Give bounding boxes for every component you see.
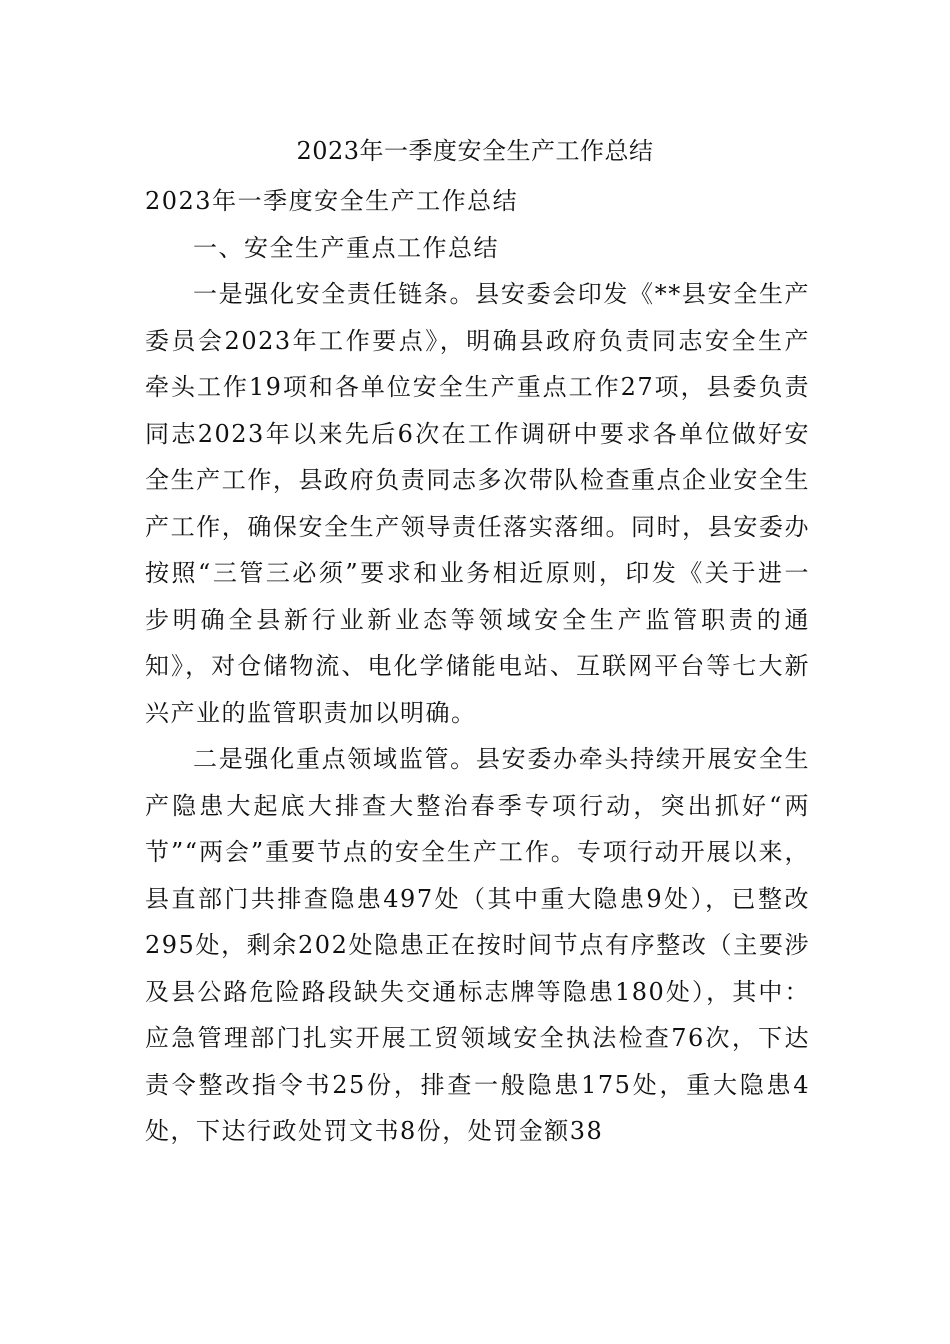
document-title: 2023年一季度安全生产工作总结 [296,137,654,165]
paragraph-responsibility-chain: 一是强化安全责任链条。县安委会印发《**县安全生产委员会2023年工作要点》，明确县政府负责同志安全生产牵头工作19项和各单位安全生产重点工作27项，县委负责同志2023年以来先后6次在工作调研中要求各单位做好安全生产工作，县政府负责同志多次带队检查重点企业安全生产工作，确保安全生产领导责任落实落细。同时，县安委办按照“三管三必须”要求和业务相近原则，印发《关于进一步明确全县新行业新业态等领域安全生产监管职责的通知》，对仓储物流、电化学储能电站、互联网平台等七大新兴产业的监管职责加以明确。 [145,280,810,727]
document-subtitle: 2023年一季度安全生产工作总结 [145,187,519,215]
document-body [145,178,810,1155]
section-heading: 一、安全生产重点工作总结 [193,233,499,262]
paragraph-key-area-supervision: 二是强化重点领域监管。县安委办牵头持续开展安全生产隐患大起底大排查大整治春季专项行动，突出抓好“两节”“两会”重要节点的安全生产工作。专项行动开展以来，县直部门共排查隐患497处（其中重大隐患9处），已整改295处，剩余202处隐患正在按时间节点有序整改（主要涉及县公路危险路段缺失交通标志牌等隐患180处），其中：应急管理部门扎实开展工贸领域安全执法检查76次，下达责令整改指令书25份，排查一般隐患175处，重大隐患4处，下达行政处罚文书8份，处罚金额38 [145,745,810,1145]
